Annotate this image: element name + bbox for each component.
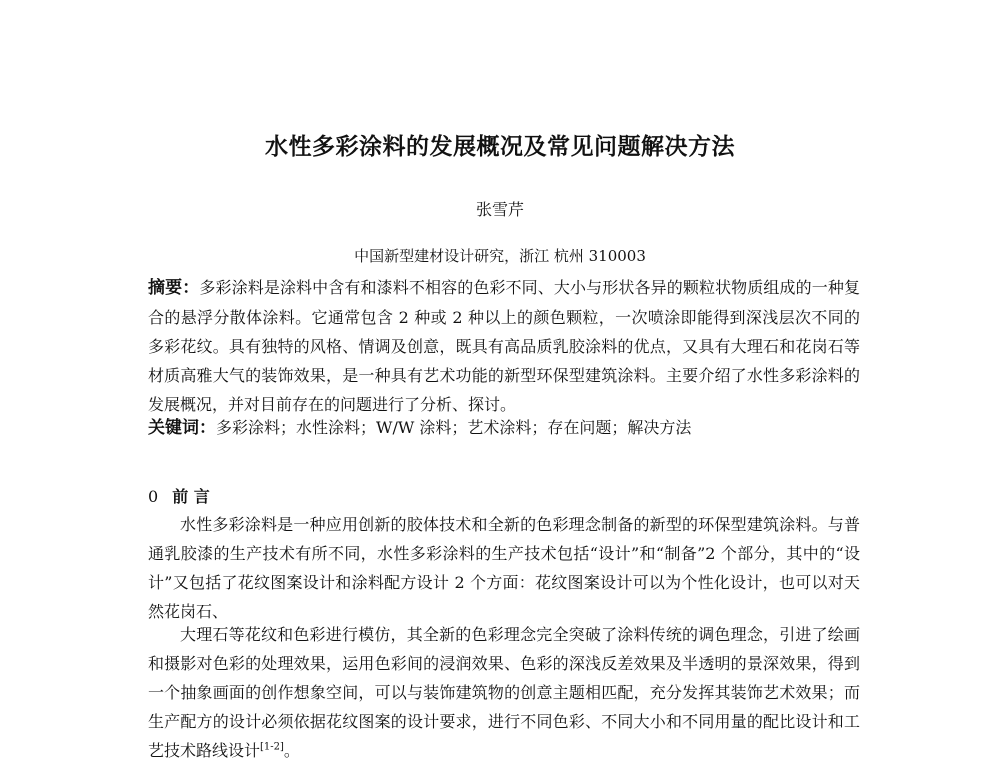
keywords-text: 多彩涂料；水性涂料；W/W 涂料；艺术涂料；存在问题；解决方法 [216, 418, 692, 437]
section-heading [148, 484, 210, 507]
keywords-label: 关键词： [148, 418, 216, 438]
author-affiliation: 中国新型建材设计研究，浙江 杭州 310003 [354, 247, 646, 265]
abstract-text: 多彩涂料是涂料中含有和漆料不相容的色彩不同、大小与形状各异的颗粒状物质组成的一种复合的悬浮分散体涂料。它通常包含 2 种或 2 种以上的颜色颗粒，一次喷涂即能得到深浅层次不同的多彩花纹。具有独特的风格、情调及创意，既具有高品质乳胶涂料的优点，又具有大理石和花岗石等材质高雅大气的装饰效果，是一种具有艺术功能的新型环保型建筑涂料。主要介绍了水性多彩涂料的发展概况，并对目前存在的问题进行了分析、探讨。 [148, 278, 860, 414]
section-number: 0 [148, 487, 159, 506]
keywords [148, 416, 860, 440]
abstract [148, 273, 860, 419]
body-paragraph-2-end: 。 [283, 741, 300, 760]
body-paragraph-1: 水性多彩涂料是一种应用创新的胶体技术和全新的色彩理念制备的新型的环保型建筑涂料。与普通乳胶漆的生产技术有所不同，水性多彩涂料的生产技术包括“设计”和“制备”2 个部分，其中的“设计”又包括了花纹图案设计和涂料配方设计 2 个方面：花纹图案设计可以为个性化设计，也可以对天然花岗石、 [148, 515, 860, 621]
body-paragraph-2-text: 大理石等花纹和色彩进行模仿，其全新的色彩理念完全突破了涂料传统的调色理念，引进了绘画和摄影对色彩的处理效果，运用色彩间的浸润效果、色彩的深浅反差效果及半透明的景深效果，得到一个抽象画面的创作想象空间，可以与装饰建筑物的创意主题相匹配，充分发挥其装饰艺术效果；而生产配方的设计必须依据花纹图案的设计要求，进行不同色彩、不同大小和不同用量的配比设计和工艺技术路线设计 [148, 625, 860, 760]
abstract-label: 摘要： [148, 278, 200, 298]
body-paragraph-2 [148, 620, 860, 765]
section-title: 前 言 [172, 487, 210, 506]
author-name: 张雪芹 [475, 200, 524, 219]
paper-title: 水性多彩涂料的发展概况及常见问题解决方法 [265, 134, 735, 160]
citation-ref: [1-2] [260, 741, 284, 753]
